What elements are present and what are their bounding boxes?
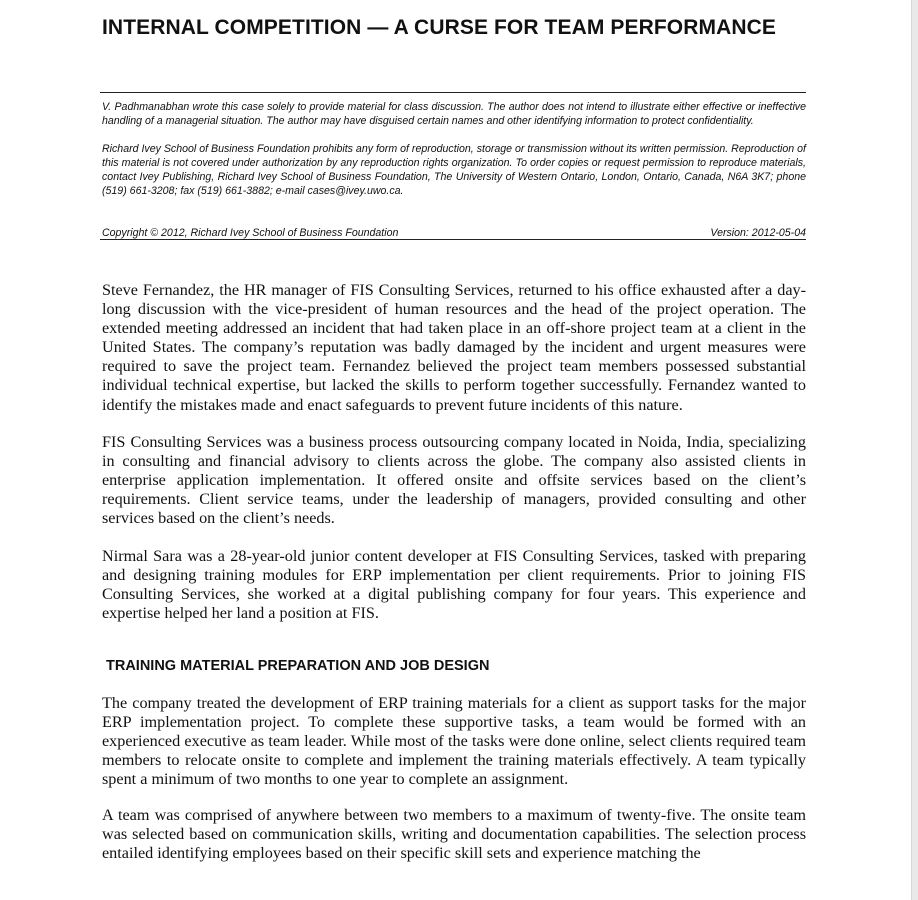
body-paragraph-3: Nirmal Sara was a 28-year-old junior content developer at FIS Consulting Services, tasked with preparing and designing training modules for ERP implementation per client requirements. Prior to joining FIS Consulting Services, she worked at a digital publishing company for four years. This experience and expertise helped her land a position at FIS. [102,547,806,623]
vertical-scrollbar[interactable] [911,0,918,900]
case-title: INTERNAL COMPETITION — A CURSE FOR TEAM PERFORMANCE [102,16,776,39]
author-disclaimer: V. Padhmanabhan wrote this case solely to provide material for class discussion. The author does not intend to illustrate either effective or ineffective handling of a managerial situation. The author may have disguised certain names and other identifying information to protect confidentiality. [102,101,806,127]
disclaimer-block [102,100,806,198]
header-top-rule [100,92,806,93]
body-paragraph-1: Steve Fernandez, the HR manager of FIS Consulting Services, returned to his office exhausted after a day-long discussion with the vice-president of human resources and the head of the project operation. The extended meeting addressed an incident that had taken place in an off-shore project team at a client in the United States. The company’s reputation was badly damaged by the incident and urgent measures were required to save the project team. Fernandez believed the project team members possessed substantial individual technical expertise, but lacked the skills to perform together successfully. Fernandez wanted to identify the mistakes made and enact safeguards to prevent future incidents of this nature. [102,281,806,414]
section-paragraph-1: The company treated the development of ERP training materials for a client as support tasks for the major ERP implementation project. To complete these supportive tasks, a team would be formed with an experienced executive as team leader. While most of the tasks were done online, select clients required team members to relocate onsite to complete and implement the training materials effectively. A team typically spent a minimum of two months to one year to complete an assignment. [102,694,806,789]
section-paragraph-2: A team was comprised of anywhere between two members to a maximum of twenty-five. The onsite team was selected based on communication skills, writing and documentation capabilities. The selection process entailed identifying employees based on their specific skill sets and experience matching the [102,806,806,863]
copyright-text: Copyright © 2012, Richard Ivey School of Business Foundation [102,227,399,239]
reproduction-notice: Richard Ivey School of Business Foundation prohibits any form of reproduction, storage or transmission without its written permission. Reproduction of this material is not covered under authorization by any reproduction rights organization. To order copies or request permission to reproduce materials, contact Ivey Publishing, Richard Ivey School of Business Foundation, The University of Western Ontario, London, Ontario, Canada, N6A 3K7; phone (519) 661-3208; fax (519) 661-3882; e-mail cases@ivey.uwo.ca. [102,143,806,197]
section-heading: TRAINING MATERIAL PREPARATION AND JOB DESIGN [106,658,490,674]
body-paragraph-2: FIS Consulting Services was a business process outsourcing company located in Noida, India, specializing in consulting and financial advisory to clients across the globe. The company also assisted clients in enterprise application implementation. It offered onsite and offsite services based on the client’s requirements. Client service teams, under the leadership of managers, provided consulting and other services based on the client’s needs. [102,433,806,528]
copyright-row [102,226,806,240]
header-bottom-rule [100,239,806,240]
version-text: Version: 2012-05-04 [710,227,806,239]
